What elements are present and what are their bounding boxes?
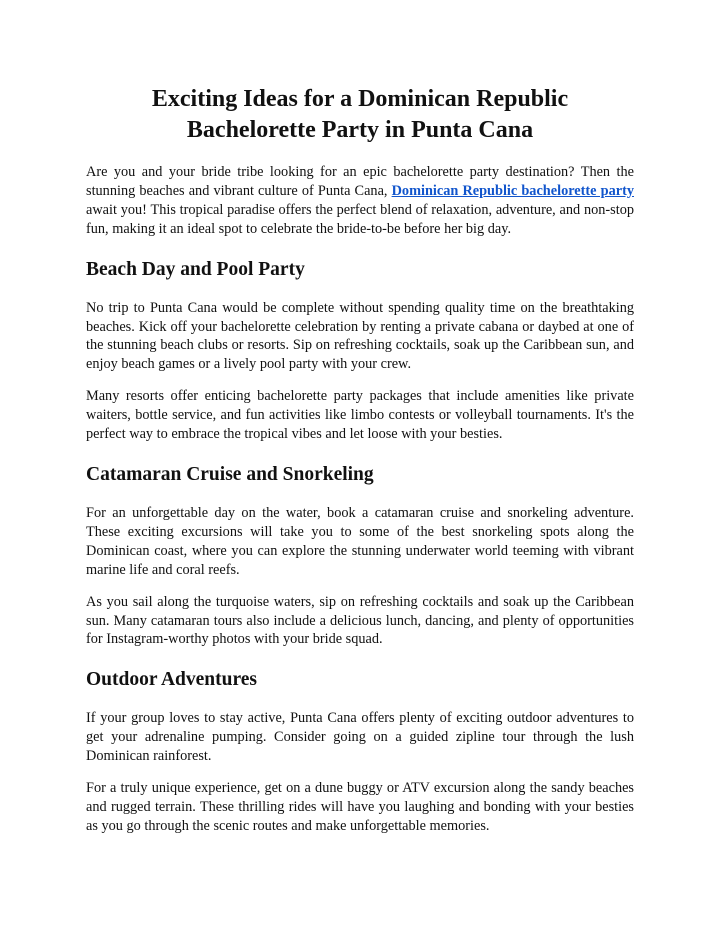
outdoor-paragraph-1: If your group loves to stay active, Punta Cana offers plenty of exciting outdoor adventures to get your adrenaline pumping. Consider going on a guided zipline tour through the lush Dominican rainforest.: [86, 710, 634, 765]
section-heading-beach: Beach Day and Pool Party: [86, 258, 305, 280]
beach-paragraph-2: Many resorts offer enticing bachelorette party packages that include amenities like private waiters, bottle service, and fun activities like limbo contests or volleyball tournaments. It's the perfect way to embrace the tropical vibes and let loose with your besties.: [86, 388, 634, 443]
section-heading-outdoor: Outdoor Adventures: [86, 669, 258, 691]
catamaran-paragraph-1: For an unforgettable day on the water, book a catamaran cruise and snorkeling adventure. These exciting excursions will take you to some of the best snorkeling spots along the Dominican coast, where you can explore the stunning underwater world teeming with vibrant marine life and coral reefs.: [86, 504, 634, 578]
beach-paragraph-1: No trip to Punta Cana would be complete without spending quality time on the breathtaking beaches. Kick off your bachelorette celebration by renting a private cabana or daybed at one of the stunning beach clubs or resorts. Sip on refreshing cocktails, soak up the Caribbean sun, and enjoy beach games or a lively pool party with your crew.: [86, 299, 634, 373]
intro-paragraph: [86, 163, 634, 239]
bachelorette-party-link[interactable]: Dominican Republic bachelorette party: [391, 182, 634, 199]
catamaran-paragraph-2: As you sail along the turquoise waters, sip on refreshing cocktails and soak up the Caribbean sun. Many catamaran tours also include a delicious lunch, dancing, and plenty of opportunities for Instagram-worthy photos with your bride squad.: [86, 593, 634, 648]
intro-text-after: await you! This tropical paradise offers the perfect blend of relaxation, adventure, and non-stop fun, making it an ideal spot to celebrate the bride-to-be before her big day.: [86, 201, 634, 237]
outdoor-paragraph-2: For a truly unique experience, get on a dune buggy or ATV excursion along the sandy beaches and rugged terrain. These thrilling rides will have you laughing and bonding with your besties as you go through the scenic routes and make unforgettable memories.: [86, 780, 634, 834]
intro-text-before: Are you and your bride tribe looking for an epic bachelorette party destination? Then the stunning beaches and vibrant culture of Punta Cana,: [86, 164, 634, 199]
page-title: Exciting Ideas for a Dominican Republic Bachelorette Party in Punta Cana: [151, 86, 569, 143]
section-heading-catamaran: Catamaran Cruise and Snorkeling: [86, 463, 374, 485]
